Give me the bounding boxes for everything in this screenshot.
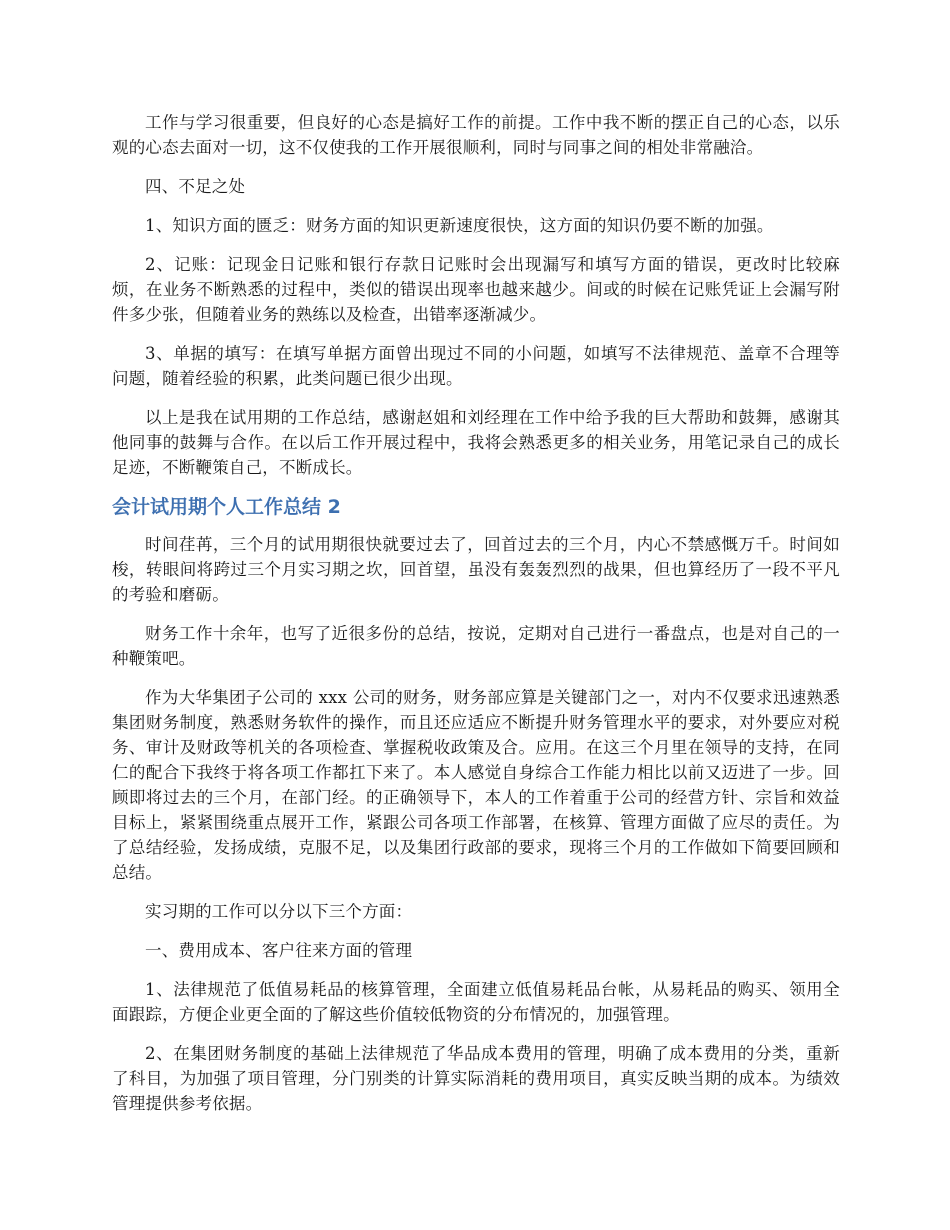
paragraph-experience: 财务工作十余年，也写了近很多份的总结，按说，定期对自己进行一番盘点，也是对自己的一种鞭策吧。 xyxy=(112,624,840,668)
document-page xyxy=(112,110,840,1130)
paragraph-attitude: 工作与学习很重要，但良好的心态是搞好工作的前提。工作中我不断的摆正自己的心态，以乐观的心态去面对一切，这不仅使我的工作开展很顺利，同时与同事之间的相处非常融洽。 xyxy=(112,113,840,157)
paragraph-bookkeeping: 2、记账：记现金日记账和银行存款日记账时会出现漏写和填写方面的错误，更改时比较麻烦，在业务不断熟悉的过程中，类似的错误出现率也越来越少。间或的时候在记账凭证上会漏写附件多少张，但随着业务的熟练以及检查，出错率逐渐减少。 xyxy=(112,255,840,324)
section-heading-cost-management: 一、费用成本、客户往来方面的管理 xyxy=(145,941,413,960)
section-heading-shortcomings: 四、不足之处 xyxy=(145,177,246,196)
paragraph-role: 作为大华集团子公司的 xxx 公司的财务，财务部应算是关键部门之一，对内不仅要求迅速熟悉集团财务制度，熟悉财务软件的操作，而且还应适应不断提升财务管理水平的要求，对外要应对税务、审计及财政等机关的各项检查、掌握税收政策及合。应用。在这三个月里在领导的支持，在同仁的配合下我终于将各项工作都扛下来了。本人感觉自身综合工作能力相比以前又迈进了一步。回顾即将过去的三个月，在部门经。的正确领导下，本人的工作着重于公司的经营方针、宗旨和效益目标上，紧紧围绕重点展开工作，紧跟公司各项工作部署，在核算、管理方面做了应尽的责任。为了总结经验，发扬成绩，克服不足，以及集团行政部的要求，现将三个月的工作做如下简要回顾和总结。 xyxy=(112,688,840,882)
document-heading: 会计试用期个人工作总结 2 xyxy=(112,496,341,518)
paragraph-consumables: 1、法律规范了低值易耗品的核算管理，全面建立低值易耗品台帐，从易耗品的购买、领用全面跟踪，方便企业更全面的了解这些价值较低物资的分布情况的，加强管理。 xyxy=(112,980,840,1024)
paragraph-cost-expenses: 2、在集团财务制度的基础上法律规范了华品成本费用的管理，明确了成本费用的分类，重新了科目，为加强了项目管理，分门别类的计算实际消耗的费用项目，真实反映当期的成本。为绩效管理提供参考依据。 xyxy=(112,1044,840,1113)
paragraph-intro: 时间荏苒，三个月的试用期很快就要过去了，回首过去的三个月，内心不禁感慨万千。时间如梭，转眼间将跨过三个月实习期之坎，回首望，虽没有轰轰烈烈的战果，但也算经历了一段不平凡的考验和磨砺。 xyxy=(112,535,840,604)
paragraph-knowledge: 1、知识方面的匮乏：财务方面的知识更新速度很快，这方面的知识仍要不断的加强。 xyxy=(145,216,774,235)
paragraph-conclusion: 以上是我在试用期的工作总结，感谢赵姐和刘经理在工作中给予我的巨大帮助和鼓舞，感谢其他同事的鼓舞与合作。在以后工作开展过程中，我将会熟悉更多的相关业务，用笔记录自己的成长足迹，不断鞭策自己，不断成长。 xyxy=(112,408,840,477)
paragraph-documents: 3、单据的填写：在填写单据方面曾出现过不同的小问题，如填写不法律规范、盖章不合理等问题，随着经验的积累，此类问题已很少出现。 xyxy=(112,344,840,388)
paragraph-aspects: 实习期的工作可以分以下三个方面： xyxy=(145,902,413,921)
